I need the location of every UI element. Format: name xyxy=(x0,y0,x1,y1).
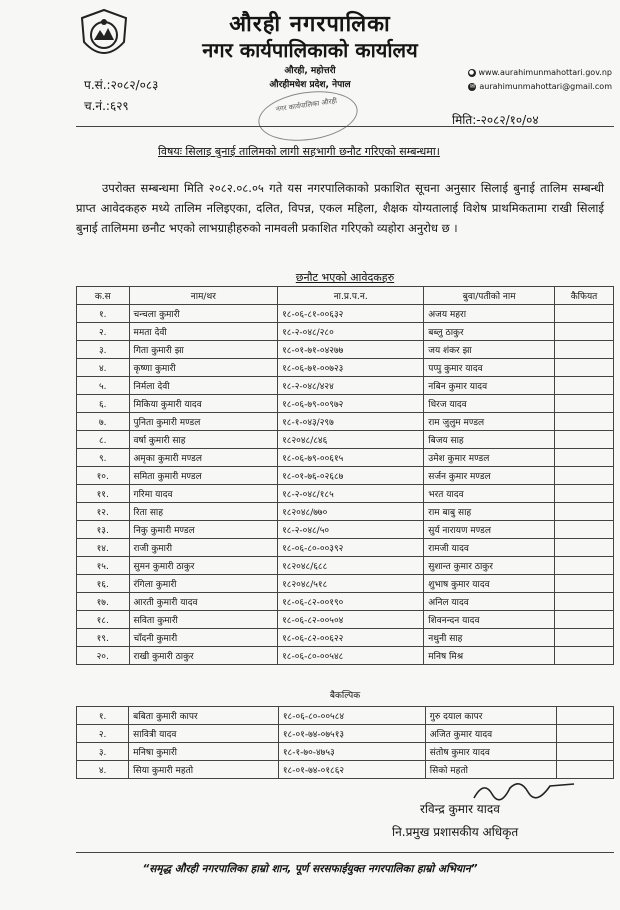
letter-date: मिति:-२०८२/१०/०४ xyxy=(452,113,539,127)
table-caption: छनौट भएको आवेदकहरु xyxy=(295,271,395,284)
table-row xyxy=(77,611,614,629)
row-sn: ५. xyxy=(77,377,130,395)
row-name: राजी कुमारी xyxy=(129,539,278,557)
row-remarks xyxy=(555,611,614,629)
row-name: आरती कुमारी यादव xyxy=(129,593,278,611)
row-father-husband: धिरज यादव xyxy=(424,395,555,413)
row-sn: १२. xyxy=(77,503,130,521)
row-name: चाँदनी कुमारी xyxy=(129,629,278,647)
header-name: नाम/थर xyxy=(129,287,278,305)
row-father-husband: अजित कुमार यादव xyxy=(425,725,556,743)
row-remarks xyxy=(555,647,614,665)
row-name: रिता साह xyxy=(129,503,278,521)
row-father-husband: शुभाष कुमार यादव xyxy=(424,575,555,593)
row-father-husband: सुर्य नारायण मण्डल xyxy=(424,521,555,539)
reference-number: प.सं.:२०८२/०८३ xyxy=(84,78,159,92)
row-name: अमृका कुमारी मण्डल xyxy=(129,449,278,467)
row-name: गिता कुमारी झा xyxy=(129,341,278,359)
row-sn: ७. xyxy=(77,413,130,431)
selected-applicants-table xyxy=(76,286,614,665)
row-sn: १७. xyxy=(77,593,130,611)
row-remarks xyxy=(555,395,614,413)
address-line-1: औरही, महोत्तरी xyxy=(284,66,336,76)
row-sn: २०. xyxy=(77,647,130,665)
row-name: पुनिता कुमारी मण्डल xyxy=(129,413,278,431)
row-citizenship-no: १८-२-०४८/४२४ xyxy=(278,377,424,395)
table-row xyxy=(77,575,614,593)
dispatch-number: च.नं.:६२९ xyxy=(84,99,129,113)
row-sn: ३. xyxy=(77,341,130,359)
office-title: नगर कार्यपालिकाको कार्यालय xyxy=(202,38,418,62)
table-row xyxy=(77,503,614,521)
row-name: निकु कुमारी मण्डल xyxy=(129,521,278,539)
row-citizenship-no: १८-०१-७६-०२६८७ xyxy=(278,467,424,485)
row-sn: १. xyxy=(77,305,130,323)
table-row xyxy=(77,323,614,341)
table-row xyxy=(77,395,614,413)
row-name: गरिमा यादव xyxy=(129,485,278,503)
row-name: मनिषा कुमारी xyxy=(129,743,279,761)
email-contact xyxy=(468,82,612,91)
table-row xyxy=(77,485,614,503)
row-sn: ९. xyxy=(77,449,130,467)
header-sn: क.स xyxy=(77,287,130,305)
row-remarks xyxy=(555,323,614,341)
row-sn: १५. xyxy=(77,557,130,575)
row-sn: ६. xyxy=(77,395,130,413)
row-citizenship-no: १८-०६-८१-००६३२ xyxy=(278,305,424,323)
row-father-husband: गुरु दयाल कापर xyxy=(425,707,556,725)
row-remarks xyxy=(555,593,614,611)
row-remarks xyxy=(555,521,614,539)
row-citizenship-no: १८-०६-८२-००१९० xyxy=(278,593,424,611)
row-remarks xyxy=(556,725,613,743)
row-father-husband: सुशान्त कुमार ठाकुर xyxy=(424,557,555,575)
row-sn: ८. xyxy=(77,431,130,449)
row-name: रंगिला कुमारी xyxy=(129,575,278,593)
row-sn: १९. xyxy=(77,629,130,647)
table-row xyxy=(77,431,614,449)
row-sn: १४. xyxy=(77,539,130,557)
table-row xyxy=(77,377,614,395)
alternate-applicants-table xyxy=(76,706,614,779)
row-citizenship-no: १८-०६-८२-००६२२ xyxy=(278,629,424,647)
row-remarks xyxy=(555,359,614,377)
row-citizenship-no: १८-१-०४३/२९७ xyxy=(278,413,424,431)
row-remarks xyxy=(555,539,614,557)
row-citizenship-no: १८२०४८/६८८ xyxy=(278,557,424,575)
row-name: सावित्री यादव xyxy=(129,725,279,743)
municipality-title: औरही नगरपालिका xyxy=(229,12,391,37)
row-father-husband: राम जुलुम मण्डल xyxy=(424,413,555,431)
row-father-husband: अनिल यादव xyxy=(424,593,555,611)
row-name: निर्मला देवी xyxy=(129,377,278,395)
table-header-row xyxy=(77,287,614,305)
row-remarks xyxy=(556,743,613,761)
letter-body: उपरोक्त सम्बन्धमा मिति २०८२.०८.०५ गते यस नगरपालिकाको प्रकाशित सूचना अनुसार सिलाई बुनाई तालिम सम्बन्धी प्राप्त आवेदकहरु मध्ये तालिम नलिइएका, दलित, विपन्न, एकल महिला, शैक्षक योग्यतालाई विशेष प्राथमिकतामा राखी सिलाई बुनाई तालिममा छनौट भएको लाभग्राहीहरुको नामवली प्रकाशित गरिएको व्यहोरा अनुरोध छ । xyxy=(76,181,604,235)
row-citizenship-no: १८-०६-८२-००५०४ xyxy=(278,611,424,629)
row-citizenship-no: १८-२-०४८/५० xyxy=(278,521,424,539)
row-father-husband: नथुनी साह xyxy=(424,629,555,647)
row-citizenship-no: १८२०४८/७७० xyxy=(278,503,424,521)
table-row xyxy=(77,743,614,761)
row-citizenship-no: १८-०६-७९-००६१५ xyxy=(278,449,424,467)
stamp-text: नगर कार्यपालिका औरही xyxy=(275,96,338,114)
table-row xyxy=(77,359,614,377)
row-remarks xyxy=(555,413,614,431)
row-citizenship-no: १८-०६-७९-००९७२ xyxy=(278,395,424,413)
row-father-husband: बब्लु ठाकुर xyxy=(424,323,555,341)
row-sn: ११. xyxy=(77,485,130,503)
row-citizenship-no: १८-२-०४८/१८५ xyxy=(278,485,424,503)
row-remarks xyxy=(555,575,614,593)
row-citizenship-no: १८-०६-८०-००३९२ xyxy=(278,539,424,557)
row-name: कृष्णा कुमारी xyxy=(129,359,278,377)
row-sn: २. xyxy=(77,725,129,743)
row-citizenship-no: १८-०६-७१-००७२३ xyxy=(278,359,424,377)
row-sn: ४. xyxy=(77,761,129,779)
row-sn: ४. xyxy=(77,359,130,377)
row-name: सविता कुमारी xyxy=(129,611,278,629)
header-father-husband: बुवा/पतीको नाम xyxy=(424,287,555,305)
row-remarks xyxy=(555,449,614,467)
row-sn: ३. xyxy=(77,743,129,761)
row-remarks xyxy=(556,707,613,725)
table-row xyxy=(77,521,614,539)
row-sn: २. xyxy=(77,323,130,341)
website-contact xyxy=(468,68,613,77)
row-sn: १०. xyxy=(77,467,130,485)
alternates-caption: बैकल्पिक xyxy=(329,691,361,701)
table-row xyxy=(77,539,614,557)
row-name: वर्षा कुमारी साह xyxy=(129,431,278,449)
row-remarks xyxy=(555,431,614,449)
table-row xyxy=(77,413,614,431)
letter-subject: विषयः सिलाइ बुनाई तालिमको लागी सहभागी छनौट गरिएको सम्बन्धमा। xyxy=(158,145,440,158)
row-citizenship-no: १८-१-७०-४७५३ xyxy=(278,743,425,761)
row-name: चन्चला कुमारी xyxy=(129,305,278,323)
row-name: सुमन कुमारी ठाकुर xyxy=(129,557,278,575)
row-father-husband: पप्पु कुमार यादव xyxy=(424,359,555,377)
office-stamp xyxy=(255,85,361,146)
footer-divider xyxy=(76,852,614,853)
table-row xyxy=(77,629,614,647)
row-remarks xyxy=(555,467,614,485)
row-sn: १८. xyxy=(77,611,130,629)
row-citizenship-no: १८-०६-८०-००५४८ xyxy=(278,647,424,665)
row-sn: १६. xyxy=(77,575,130,593)
row-citizenship-no: १८२०४८/५१८ xyxy=(278,575,424,593)
header-remarks: कैफियत xyxy=(555,287,614,305)
row-remarks xyxy=(555,557,614,575)
row-name: ममता देवी xyxy=(129,323,278,341)
footer-slogan: “समृद्ध औरही नगरपालिका हाम्रो शान, पूर्ण सरसफाईयुक्त नगरपालिका हाम्रो अभियान” xyxy=(142,863,478,875)
row-father-husband: सर्जन कुमार मण्डल xyxy=(424,467,555,485)
row-name: राखी कुमारी ठाकुर xyxy=(129,647,278,665)
row-father-husband: संतोष कुमार यादव xyxy=(425,743,556,761)
row-citizenship-no: १८२०४८/८४६ xyxy=(278,431,424,449)
row-father-husband: राम बाबु साह xyxy=(424,503,555,521)
row-name: मिकिया कुमारी यादव xyxy=(129,395,278,413)
row-remarks xyxy=(555,503,614,521)
table-row xyxy=(77,341,614,359)
table-row xyxy=(77,305,614,323)
row-name: सिया कुमारी महतो xyxy=(129,761,279,779)
row-citizenship-no: १८-०१-७१-०४२७७ xyxy=(278,341,424,359)
table-row xyxy=(77,707,614,725)
table-row xyxy=(77,449,614,467)
signatory-designation: नि.प्रमुख प्रशासकीय अधिकृत xyxy=(392,825,519,839)
row-father-husband: भरत यादव xyxy=(424,485,555,503)
row-father-husband: बिजय साह xyxy=(424,431,555,449)
row-citizenship-no: १८-०६-८०-००५८४ xyxy=(278,707,425,725)
row-citizenship-no: १८-२-०४८/२८० xyxy=(278,323,424,341)
table-row xyxy=(77,647,614,665)
table-row xyxy=(77,467,614,485)
row-citizenship-no: १८-०१-७४-०७५१३ xyxy=(278,725,425,743)
email-text[interactable]: aurahimunmahottari@gmail.com xyxy=(479,82,612,91)
signatory-name: रविन्द्र कुमार यादव xyxy=(420,802,500,816)
row-remarks xyxy=(555,341,614,359)
row-father-husband: सिको महतो xyxy=(425,761,556,779)
row-father-husband: जय शंकर झा xyxy=(424,341,555,359)
row-citizenship-no: १८-०१-७४-०१८६२ xyxy=(278,761,425,779)
row-remarks xyxy=(555,377,614,395)
row-father-husband: उमेश कुमार मण्डल xyxy=(424,449,555,467)
envelope-icon: ✉ xyxy=(469,82,475,90)
row-sn: १. xyxy=(77,707,129,725)
address-line-2: औरहीमधेश प्रदेश, नेपाल xyxy=(269,80,351,90)
row-remarks xyxy=(555,629,614,647)
row-father-husband: मनिष मिश्र xyxy=(424,647,555,665)
row-father-husband: अजय महरा xyxy=(424,305,555,323)
header-citizenship-no: ना.प्र.प.न. xyxy=(278,287,424,305)
table-row xyxy=(77,725,614,743)
website-text[interactable]: www.aurahimunmahottari.gov.np xyxy=(478,68,612,77)
globe-icon: ● xyxy=(468,68,475,76)
row-sn: १३. xyxy=(77,521,130,539)
row-father-husband: रामजी यादव xyxy=(424,539,555,557)
row-remarks xyxy=(555,485,614,503)
row-remarks xyxy=(555,305,614,323)
row-name: बबिता कुमारी कापर xyxy=(129,707,279,725)
row-name: समिता कुमारी मण्डल xyxy=(129,467,278,485)
table-row xyxy=(77,593,614,611)
row-father-husband: नबिन कुमार यादव xyxy=(424,377,555,395)
table-row xyxy=(77,557,614,575)
row-father-husband: शिवनन्दन यादव xyxy=(424,611,555,629)
